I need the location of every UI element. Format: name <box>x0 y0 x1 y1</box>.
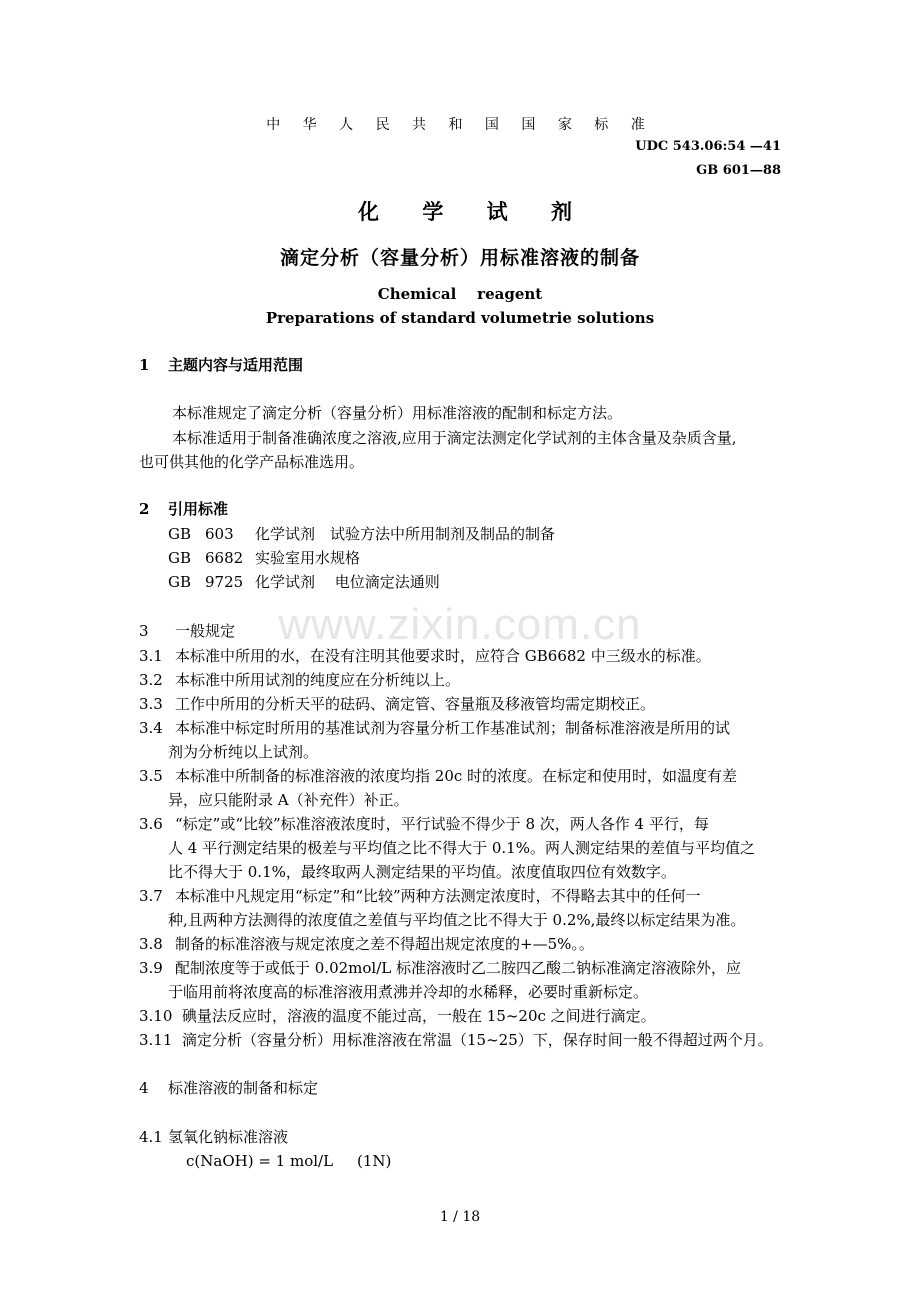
section-3-heading: 一般规定 <box>175 622 236 640</box>
clause-number: 3.1 <box>139 647 163 665</box>
reference-row <box>168 547 360 569</box>
clause-text: 配制浓度等于或低于 0.02mol/L 标准溶液时乙二胺四乙酸二钠标准滴定溶液除外，应 <box>175 959 742 977</box>
section-4-number: 4 <box>139 1079 149 1097</box>
clause-number: 3.2 <box>139 671 163 689</box>
reference-row <box>168 523 555 545</box>
clause-text: 碘量法反应时，溶液的温度不能过高，一般在 15~20c 之间进行滴定。 <box>182 1007 656 1025</box>
reference-title: 化学试剂 试验方法中所用制剂及制品的制备 <box>255 525 556 543</box>
concentration-formula: c(NaOH) = 1 mol/L <box>186 1152 334 1170</box>
watermark: www.zixin.com.cn <box>278 600 642 649</box>
reference-prefix: GB <box>168 573 192 591</box>
clause-text: 本标准中所用的水，在没有注明其他要求时，应符合 GB6682 中三级水的标准。 <box>175 647 711 665</box>
clause-text-continued: 种,且两种方法测得的浓度值之差值与平均值之比不得大于 0.2%,最终以标定结果为准。 <box>168 911 746 929</box>
clause-text-continued: 人 4 平行测定结果的极差与平均值之比不得大于 0.1%。两人测定结果的差值与平均值之 <box>168 839 755 857</box>
section-1-number: 1 <box>139 356 150 374</box>
reference-number: 603 <box>205 525 234 543</box>
reference-row <box>168 571 440 593</box>
clause-text: 滴定分析（容量分析）用标准溶液在常温（15~25）下，保存时间一般不得超过两个月。 <box>182 1031 773 1049</box>
clause-text-continued: 剂为分析纯以上试剂。 <box>168 743 319 761</box>
section-1-heading: 主题内容与适用范围 <box>168 356 304 374</box>
section-4-heading: 标准溶液的制备和标定 <box>168 1079 319 1097</box>
clause-number: 3.6 <box>139 815 163 833</box>
document-subtitle: 滴定分析（容量分析）用标准溶液的制备 <box>279 247 640 269</box>
reference-number: 9725 <box>205 573 244 591</box>
section-1-paragraph-1: 本标准规定了滴定分析（容量分析）用标准溶液的配制和标定方法。 <box>172 404 623 422</box>
clause-text: 本标准中所制备的标准溶液的浓度均指 20c 时的浓度。在标定和使用时，如温度有差 <box>175 767 738 785</box>
english-title-line2: Preparations of standard volumetrie solutions <box>265 309 655 327</box>
clause-text: 本标准中所用试剂的纯度应在分析纯以上。 <box>175 671 461 689</box>
clause-text: 工作中所用的分析天平的砝码、滴定管、容量瓶及移液管均需定期校正。 <box>175 695 656 713</box>
normality-label: (1N) <box>357 1152 392 1170</box>
clause-text: 制备的标准溶液与规定浓度之差不得超出规定浓度的+—5%。。 <box>175 935 594 953</box>
section-2-number: 2 <box>139 500 150 518</box>
clause-number: 3.5 <box>139 767 163 785</box>
clause-number: 3.4 <box>139 719 163 737</box>
gb-code: GB 601—88 <box>696 163 781 178</box>
clause-text-continued: 于临用前将浓度高的标准溶液用煮沸并冷却的水稀释，必要时重新标定。 <box>168 983 649 1001</box>
english-title-line1: Chemical reagent <box>377 285 543 303</box>
clause-text: “标定”或“比较”标准溶液浓度时，平行试验不得少于 8 次，两人各作 4 平行，每 <box>175 815 709 833</box>
clause-text-continued: 异，应只能附录 A（补充件）补正。 <box>168 791 409 809</box>
section-2-heading: 引用标准 <box>168 500 229 518</box>
clause-text: 本标准中凡规定用“标定”和“比较”两种方法测定浓度时，不得略去其中的任何一 <box>175 887 701 905</box>
section-1-paragraph-2-line2: 也可供其他的化学产品标准选用。 <box>139 453 365 471</box>
subsection-4-1-number: 4.1 <box>139 1128 163 1146</box>
reference-number: 6682 <box>205 549 244 567</box>
country-standard-heading: 中 华 人 民 共 和 国 国 家 标 准 <box>266 117 654 133</box>
clause-number: 3.3 <box>139 695 163 713</box>
clause-number: 3.11 <box>139 1031 173 1049</box>
subsection-4-1-heading: 氢氧化钠标准溶液 <box>168 1128 289 1146</box>
page-number: 1 / 18 <box>439 1209 481 1225</box>
reference-prefix: GB <box>168 549 192 567</box>
clause-number: 3.9 <box>139 959 163 977</box>
clause-text: 本标准中标定时所用的基准试剂为容量分析工作基准试剂；制备标准溶液是所用的试 <box>175 719 731 737</box>
clause-number: 3.10 <box>139 1007 173 1025</box>
clause-number: 3.7 <box>139 887 163 905</box>
reference-title: 化学试剂 电位滴定法通则 <box>255 573 440 591</box>
udc-code: UDC 543.06:54 —41 <box>635 139 781 154</box>
section-3-number: 3 <box>139 622 149 640</box>
reference-title: 实验室用水规格 <box>255 549 361 567</box>
reference-prefix: GB <box>168 525 192 543</box>
section-1-paragraph-2-line1: 本标准适用于制备准确浓度之溶液,应用于滴定法测定化学试剂的主体含量及杂质含量, <box>172 429 737 447</box>
clause-text-continued: 比不得大于 0.1%，最终取两人测定结果的平均值。浓度值取四位有效数字。 <box>168 863 676 881</box>
clause-number: 3.8 <box>139 935 163 953</box>
document-title: 化 学 试 剂 <box>358 199 590 224</box>
